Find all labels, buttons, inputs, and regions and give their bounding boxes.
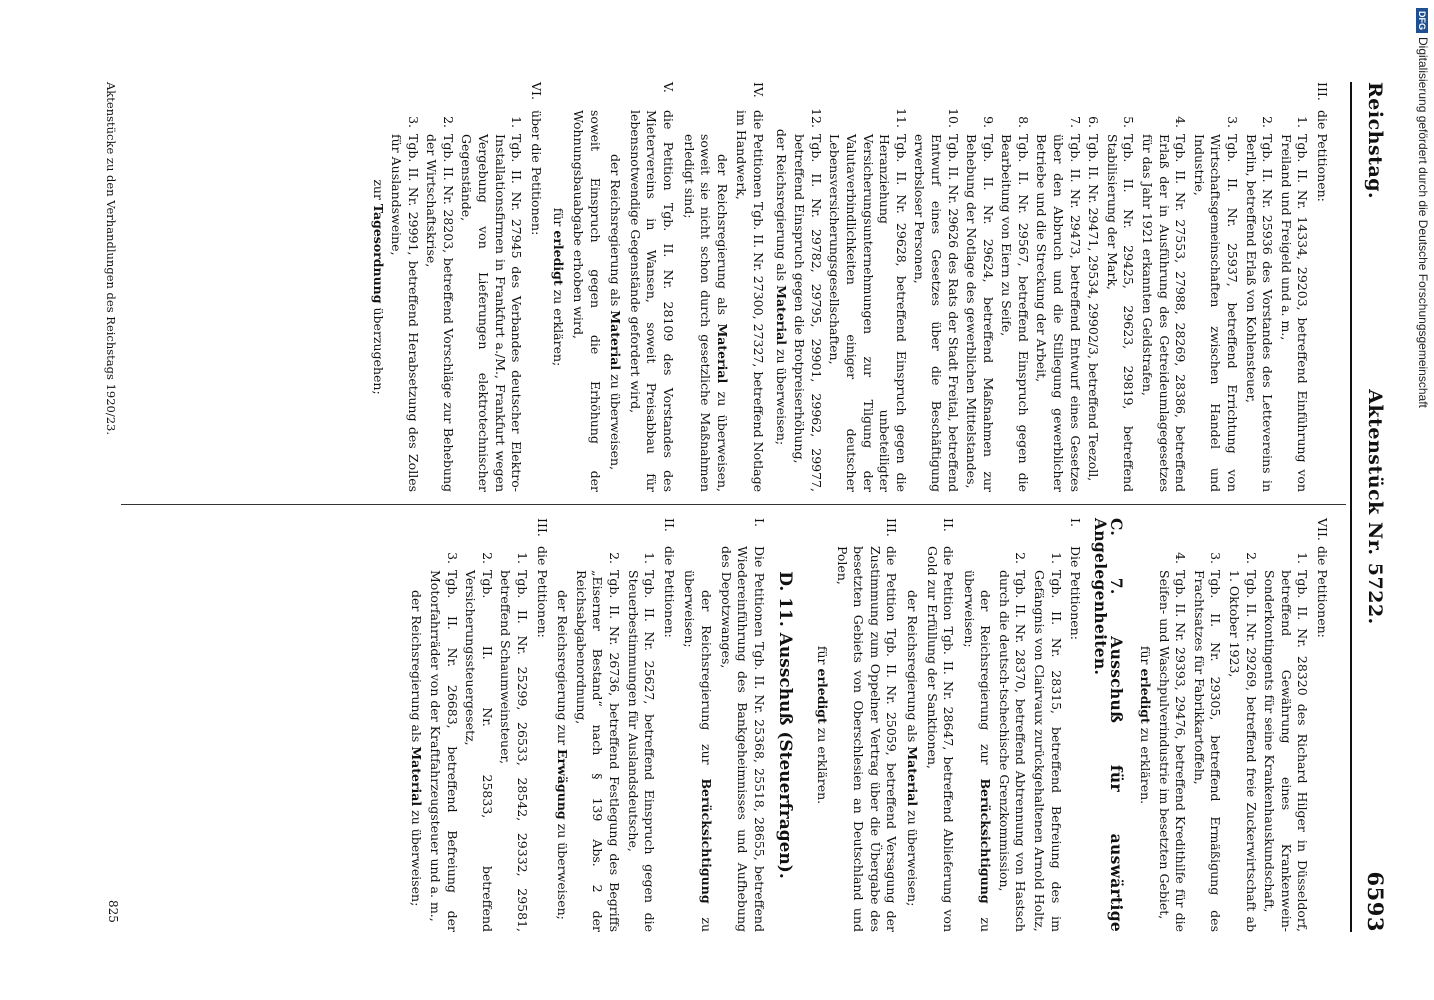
digitization-text: Digitalisierung gefördert durch die Deutsche Forschungsgemeinschaft <box>1416 37 1430 408</box>
item-text: Tgb. II. Nr. 25937, betreffend Errichtung von Wirtschaftsgemeinschaften zwischen Handel und Industrie, <box>1191 134 1241 492</box>
item-text: Tgb. II. Nr. 28315, betreffend Befreiung des im Gefängnis von Clairvaux zurückgehaltenen Arnold Holtz, <box>1032 570 1064 932</box>
item-text: Tgb. II. Nr. 29626 des Rats der Stadt Freital, betreffend Entwurf eines Gesetzes über die Beschäftigung erwerbsloser Personen, <box>912 134 961 492</box>
item-number: 10. <box>945 108 961 128</box>
petition-item <box>1225 518 1258 932</box>
section-intro: die Petitionen: <box>534 546 550 638</box>
header-left: Reichstag. <box>1364 82 1386 200</box>
item-number: 8. <box>1015 116 1031 128</box>
item-number: 7. <box>1067 116 1083 128</box>
section-number: I. <box>751 518 767 527</box>
item-number: 1. <box>515 552 531 564</box>
petition-item <box>572 518 622 932</box>
header-rule <box>1350 82 1352 932</box>
petition-item <box>1155 518 1188 932</box>
section-C-I <box>1067 518 1084 932</box>
section-heading-C: C. 7. Ausschuß für auswärtige Angelegenheiten. <box>1090 518 1127 932</box>
item-text: Tgb. II. Nr. 29567, betreffend Einspruch gegen die Bearbeitung von Eiern zu Seife, <box>999 134 1031 492</box>
header-title: Aktenstück Nr. 5722. <box>1364 389 1386 625</box>
petition-list <box>791 82 1311 492</box>
section-D-II <box>660 518 677 932</box>
section-number: II. <box>941 518 957 532</box>
petition-item <box>1277 82 1310 492</box>
petition-item <box>1242 82 1275 492</box>
petition-item <box>826 82 909 492</box>
section-intro: die Petitionen: <box>1315 546 1330 638</box>
page-header <box>1358 82 1388 932</box>
page-number: 6593 <box>1363 871 1388 932</box>
petition-item <box>497 518 530 932</box>
section-intro: über die Petitionen: <box>528 110 544 236</box>
dfg-logo: DFG <box>1416 8 1428 33</box>
petition-item <box>1085 82 1102 492</box>
section-text: die Petitionen Tgb. II. Nr. 27300, 27327, betreffend Notlage im Handwerk, <box>734 110 766 492</box>
item-text: Tgb. II. Nr. 29473, betreffend Entwurf eines Gesetzes über den Abbruch und die Stillegung gewerblicher Betriebe und die Streckung der Arbeit, <box>1034 134 1083 492</box>
item-number: 3. <box>444 552 460 564</box>
petition-item <box>1103 82 1136 492</box>
item-number: 5. <box>1121 116 1137 128</box>
petition-list <box>1155 518 1310 932</box>
resolution: der Reichsregierung zur Berücksichtigung zu überweisen; <box>961 570 994 932</box>
petition-item <box>791 82 824 492</box>
item-text: Tgb. II. Nr. 29471, 29534, 29902/3, betreffend Teezoll, <box>1086 134 1102 482</box>
digitization-note <box>1416 8 1430 408</box>
petition-item <box>1033 82 1083 492</box>
section-text: die Petition Tgb. II. Nr. 25059, betreffend Versagung der Zustimmung zum Oppelner Vertrag über die Übergabe des besetzten Gebiets von Oberschlesien an Deutschland und Polen, <box>834 546 900 932</box>
item-text: Tgb. II. Nr. 29991, betreffend Herabsetzung des Zolles für Auslandsweine, <box>389 134 421 492</box>
petition-list <box>995 518 1063 932</box>
item-text: Tgb. II. Nr. 14334, 29203, betreffend Einführung von Freiland und Freigeld und a. m., <box>1278 134 1311 492</box>
petition-item <box>911 82 961 492</box>
resolution: der Reichsregierung als Material zu überweisen, soweit sie nicht schon durch gesetzliche Maßnahmen erledigt sind; <box>681 134 730 492</box>
section-C-III <box>833 518 899 932</box>
item-number: 2. <box>1243 552 1259 564</box>
item-number: 1. <box>642 552 658 564</box>
item-number: 1. <box>1295 116 1311 128</box>
resolution: der Reichsregierung als Material zu überweisen; <box>904 590 920 907</box>
section-intro: die Petitionen: <box>661 546 677 638</box>
petition-item <box>427 518 460 932</box>
section-text: die Petition Tgb. II. Nr. 28647, betreffend Ablieferung von Gold zur Erfüllung der Sanktionen, <box>924 546 957 932</box>
section-V <box>626 82 676 492</box>
item-number: 3. <box>1208 552 1224 564</box>
section-number: III. <box>534 518 550 537</box>
column-divider <box>121 504 1346 505</box>
petition-item <box>1031 518 1064 932</box>
section-V-extra: soweit Einspruch gegen die Erhöhung der Wohnungsbauabgabe erhoben wird, <box>571 110 603 492</box>
section-VI <box>527 82 544 492</box>
petition-item <box>423 82 456 492</box>
footer-page-number: 825 <box>106 900 120 923</box>
resolution: für erledigt zu erklären. <box>814 645 830 805</box>
item-text: Tgb. II. Nr. 28370, betreffend Abtrennung von Hastsch durch die deutsch-tschechische Grenzkommission, <box>996 570 1029 932</box>
petition-list <box>572 518 657 932</box>
resolution: der Reichsregierung als Material zu überweisen; <box>409 590 425 907</box>
item-text: Tgb. II. Nr. 29628, betreffend Einspruch gegen die Heranziehung unbeteiligter Versicherungsunternehmungen zur Tilgung der Valutaverbindlichkeiten einiger deutscher Lebensversicherungsgesellschaften, <box>827 134 909 492</box>
item-text: Tgb. II. Nr. 26736, betreffend Festlegung des Begriffs „Eiserner Bestand“ nach § 139 Abs. 2 der Reichsabgabenordnung, <box>573 570 623 932</box>
section-number: III. <box>884 518 900 537</box>
petition-item <box>458 82 524 492</box>
resolution: der Reichsregierung als Material zu überweisen; <box>773 128 789 446</box>
item-text: Tgb. II. Nr. 29305, betreffend Ermäßigung des Frachtsatzes für Fabrikkartoffeln, <box>1191 570 1224 932</box>
section-number: II. <box>661 518 677 532</box>
item-text: Tgb. II. Nr. 28203, betreffend Vorschläge zur Behebung der Wirtschaftskrise, <box>424 134 456 492</box>
item-text: Tgb. II. Nr. 29393, 29476, betreffend Kredithilfe für die Seifen- und Waschpulverindustrie im besetzten Gebiet, <box>1156 570 1189 932</box>
section-number: VI. <box>528 82 544 100</box>
petition-item <box>388 82 421 492</box>
resolution: der Reichsregierung als Material zu überweisen, <box>608 154 624 471</box>
item-text: Tgb. II. Nr. 27553, 27988, 28269, 28386, betreffend Erlaß der in Ausführung des Getreideumlagegesetzes für das Jahr 1921 erkannten Geldstrafen, <box>1140 134 1189 492</box>
left-column <box>363 82 1330 492</box>
item-text: Tgb. II. Nr. 29624, betreffend Maßnahmen zur Behebung der Notlage des gewerblichen Mittelstandes, <box>964 134 996 492</box>
item-text: Tgb. II. Nr. 29782, 29795, 29901, 29962, 29977, betreffend Einspruch gegen die Brotpreiserhöhung, <box>792 134 824 492</box>
item-text: Tgb. II. Nr. 26683, betreffend Befreiung der Motorfahrräder von der Kraftfahrzeugsteuer und a. m., <box>428 570 460 932</box>
item-number: 12. <box>808 108 824 128</box>
resolution: der Reichsregierung zur Berücksichtigung zu überweisen; <box>682 570 714 932</box>
petition-list <box>388 82 525 492</box>
section-number: VII. <box>1315 518 1330 541</box>
petition-item <box>1190 518 1223 932</box>
section-III <box>1313 82 1330 492</box>
resolution: für erledigt zu erklären; <box>551 207 567 367</box>
item-text: Tgb. II. Nr. 25936 des Vorstandes des Lettevereins in Berlin, betreffend Erlaß von Kohlensteuer, <box>1243 134 1276 492</box>
document-page <box>88 52 1388 947</box>
page-footer: Aktenstücke zu den Verhandlungen des Reichstags 1920/23. <box>104 82 118 436</box>
petition-list <box>427 518 531 932</box>
item-number: 6. <box>1086 116 1102 128</box>
section-text: Die Petitionen Tgb. II. Nr. 25368, 25518, 28655, betreffend Wiedereinführung des Bankgeheimnisses und Aufhebung des Depotzwanges, <box>718 546 767 932</box>
section-IV <box>733 82 766 492</box>
petition-item <box>995 518 1028 932</box>
item-number: 2. <box>1013 552 1029 564</box>
item-number: 4. <box>1173 552 1189 564</box>
section-C-II <box>923 518 956 932</box>
petition-item <box>998 82 1031 492</box>
item-number: 2. <box>440 116 456 128</box>
item-text: Tgb. II. Nr. 27945 des Verbandes deutscher Elektro-Installationsfirmen in Frankfurt a./M., Frankfurt wegen Vergebung von Lieferungen elektrotechnischer Gegenstände, <box>459 134 525 492</box>
section-number: V. <box>661 82 677 93</box>
item-number: 9. <box>980 116 996 128</box>
item-text: Tgb. II. Nr. 29269, betreffend freie Zuckerwirtschaft ab 1. Oktober 1923, <box>1227 570 1259 932</box>
section-heading-D: D. 11. Ausschuß (Steuerfragen). <box>775 571 796 879</box>
item-text: Tgb. II. Nr. 25299, 26533, 28542, 29332, 29581, betreffend Schaumweinsteuer, <box>498 570 531 932</box>
item-number: 11. <box>893 108 909 128</box>
section-intro: die Petitionen: <box>1315 110 1330 202</box>
petition-item <box>1190 82 1240 492</box>
item-text: Tgb. II. Nr. 28320 des Richard Hilger in Düsseldorf, betreffend Gewährung eines Krankenwein-Sonderkontingents für seine Krankenhauskundschaft, <box>1262 570 1311 932</box>
petition-item <box>462 518 495 932</box>
section-intro: Die Petitionen: <box>1068 546 1084 640</box>
section-VII <box>1313 518 1330 932</box>
petition-item <box>624 518 657 932</box>
item-number: 1. <box>1295 552 1311 564</box>
petition-item <box>1261 518 1311 932</box>
item-text: Tgb. II. Nr. 25627, betreffend Einspruch gegen die Steuerbestimmungen für Auslandsdeutsche, <box>625 570 658 932</box>
item-number: 1. <box>509 116 525 128</box>
section-D-III <box>533 518 550 932</box>
item-number: 4. <box>1173 116 1189 128</box>
petition-item <box>1138 82 1188 492</box>
right-column <box>404 518 1330 932</box>
item-number: 1. <box>1048 552 1064 564</box>
item-number: 2. <box>607 552 623 564</box>
section-D-I <box>717 518 767 932</box>
section-number: III. <box>1315 82 1330 101</box>
resolution: zur Tagesordnung überzugehen; <box>370 179 386 395</box>
item-number: 3. <box>1225 116 1241 128</box>
item-number: 2. <box>1260 116 1276 128</box>
petition-item <box>963 82 996 492</box>
section-text: die Petition Tgb. II. Nr. 28109 des Vorstandes des Mietervereins in Wansen, soweit Preisabbau für lebensnotwendige Gegenstände gefordert wird, <box>627 110 677 492</box>
item-number: 3. <box>405 116 421 128</box>
resolution: für erledigt zu erklären. <box>1138 645 1154 805</box>
section-number: I. <box>1068 518 1084 527</box>
item-text: Tgb. II. Nr. 25833, betreffend Versicherungssteuergesetz, <box>463 570 495 932</box>
resolution: der Reichsregierung zur Erwägung zu überweisen; <box>555 590 571 920</box>
section-number: IV. <box>751 82 766 98</box>
item-text: Tgb. II. Nr. 29425, 29623, 29819, betreffend Stabilisierung der Mark, <box>1104 134 1137 492</box>
item-number: 2. <box>479 552 495 564</box>
